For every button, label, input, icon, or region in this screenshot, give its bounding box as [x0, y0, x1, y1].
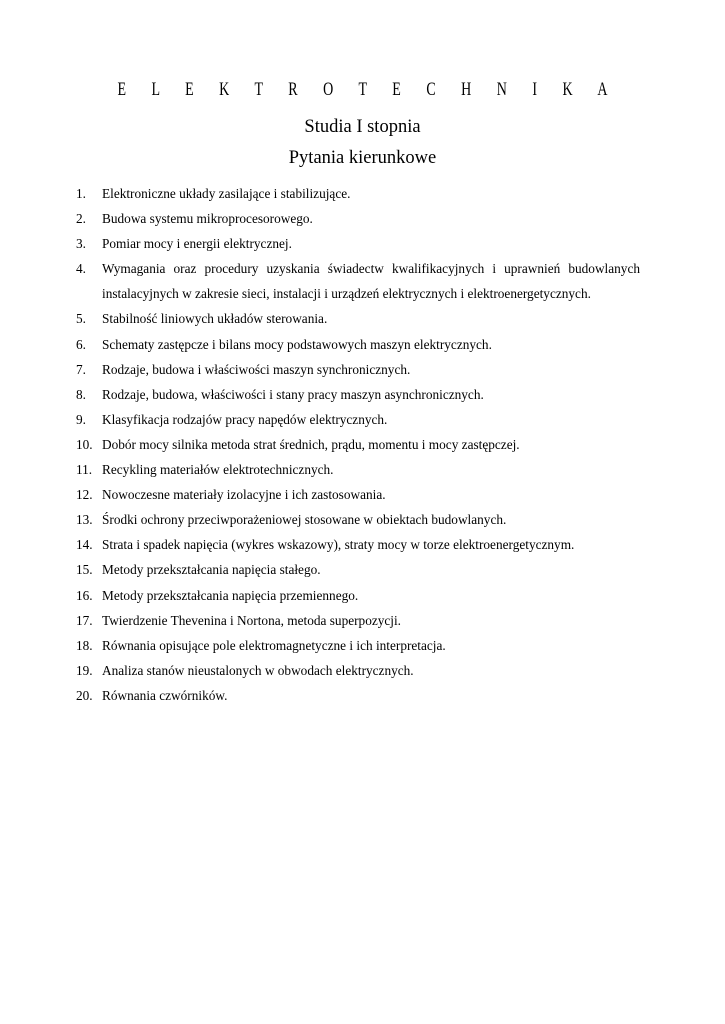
list-item: [76, 482, 640, 507]
item-text: Metody przekształcania napięcia przemiennego.: [102, 587, 359, 603]
item-number: 5.: [76, 311, 86, 327]
item-text: Nowoczesne materiały izolacyjne i ich zastosowania.: [102, 487, 386, 503]
list-item: [76, 532, 640, 557]
item-text: Twierdzenie Thevenina i Nortona, metoda superpozycji.: [102, 612, 402, 628]
item-number: 7.: [76, 361, 86, 377]
list-item: [76, 181, 640, 206]
list-item: [76, 457, 640, 482]
list-item: [76, 557, 640, 582]
item-text: Rodzaje, budowa, właściwości i stany pracy maszyn asynchronicznych.: [102, 386, 484, 402]
list-item: [76, 206, 640, 231]
list-item: [76, 256, 640, 306]
list-item: [76, 382, 640, 407]
item-number: 13.: [76, 512, 93, 528]
list-item: [76, 231, 640, 256]
item-text: Środki ochrony przeciwporażeniowej stosowane w obiektach budowlanych.: [102, 512, 507, 528]
item-text: Wymagania oraz procedury uzyskania świadectw kwalifikacyjnych i uprawnień budowlanych instalacyjnych w zakresie sieci, instalacji i urządzeń elektrycznych i elektroenergetycznych.: [102, 261, 640, 302]
item-number: 6.: [76, 336, 86, 352]
item-text: Analiza stanów nieustalonych w obwodach elektrycznych.: [102, 662, 414, 678]
item-number: 10.: [76, 436, 93, 452]
document-title: E L E K T R O T E C H N I K A: [117, 80, 619, 101]
item-number: 2.: [76, 211, 86, 227]
item-number: 14.: [76, 537, 93, 553]
list-item: [76, 432, 640, 457]
item-number: 19.: [76, 662, 93, 678]
item-number: 11.: [76, 462, 93, 478]
item-number: 4.: [76, 261, 86, 277]
item-text: Rodzaje, budowa i właściwości maszyn synchronicznych.: [102, 361, 411, 377]
item-number: 17.: [76, 612, 93, 628]
item-text: Pomiar mocy i energii elektrycznej.: [102, 236, 292, 252]
item-number: 8.: [76, 386, 86, 402]
item-number: 1.: [76, 186, 86, 201]
item-number: 16.: [76, 587, 93, 603]
item-text: Klasyfikacja rodzajów pracy napędów elektrycznych.: [102, 411, 388, 427]
item-number: 20.: [76, 687, 93, 703]
item-text: Strata i spadek napięcia (wykres wskazowy), straty mocy w torze elektroenergetycznym.: [102, 537, 575, 553]
item-number: 12.: [76, 487, 93, 503]
question-list: [76, 181, 640, 708]
list-item: [76, 583, 640, 608]
item-number: 18.: [76, 637, 93, 653]
document-subtitle-section: Pytania kierunkowe: [288, 148, 437, 168]
item-text: Dobór mocy silnika metoda strat średnich, prądu, momentu i mocy zastępczej.: [102, 436, 520, 452]
item-text: Schematy zastępcze i bilans mocy podstawowych maszyn elektrycznych.: [102, 336, 492, 352]
item-text: Metody przekształcania napięcia stałego.: [102, 562, 321, 578]
list-item: [76, 357, 640, 382]
list-item: [76, 608, 640, 633]
item-text: Równania czwórników.: [102, 687, 228, 703]
item-text: Elektroniczne układy zasilające i stabilizujące.: [102, 186, 351, 201]
list-item: [76, 507, 640, 532]
list-item: [76, 658, 640, 683]
item-text: Recykling materiałów elektrotechnicznych.: [102, 462, 334, 478]
item-number: 3.: [76, 236, 86, 252]
list-item: [76, 683, 640, 708]
list-item: [76, 633, 640, 658]
item-number: 9.: [76, 411, 86, 427]
item-text: Budowa systemu mikroprocesorowego.: [102, 211, 313, 227]
item-text: Równania opisujące pole elektromagnetyczne i ich interpretacja.: [102, 637, 446, 653]
list-item: [76, 306, 640, 331]
item-text: Stabilność liniowych układów sterowania.: [102, 311, 328, 327]
list-item: [76, 332, 640, 357]
list-item: [76, 407, 640, 432]
document-subtitle-level: Studia I stopnia: [304, 117, 421, 137]
item-number: 15.: [76, 562, 93, 578]
